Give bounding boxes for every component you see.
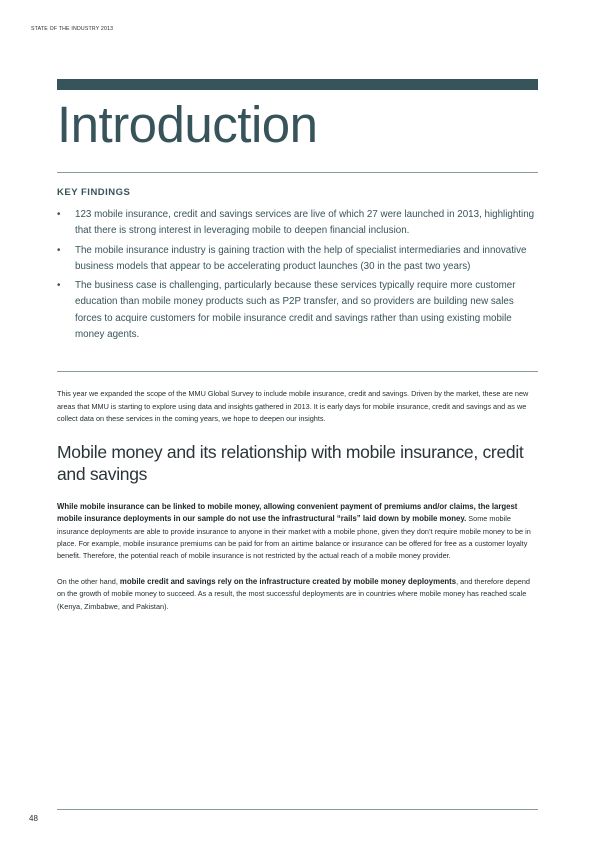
bold-lead-text: While mobile insurance can be linked to mobile money, allowing convenient payment of premiums and/or claims, the largest mobile insurance deployments in our sample do not use the infrastructural “rails” laid down by mobile money. [57, 502, 518, 524]
paragraph-text: On the other hand, [57, 577, 120, 586]
running-header: STATE OF THE INDUSTRY 2013 [31, 26, 114, 32]
key-finding-item [57, 207, 538, 240]
key-finding-item [57, 278, 538, 343]
key-finding-text: The mobile insurance industry is gaining traction with the help of specialist intermediaries and innovative business models that appear to be accelerating product launches (30 in the past two years) [75, 244, 527, 272]
bold-lead-text: mobile credit and savings rely on the infrastructure created by mobile money deployments [119, 577, 457, 586]
key-finding-text: The business case is challenging, particularly because these services typically require more customer education than mobile money products such as P2P transfer, and so providers are building new sales forces to acquire customers for mobile insurance credit and savings rather than using existing mobile money agents. [75, 280, 516, 341]
key-findings-list [57, 207, 538, 346]
bullet-icon: • [57, 280, 61, 292]
body-paragraph [57, 501, 539, 562]
paragraph-text: , and therefore depend on the growth of mobile money to succeed. As a result, the most successful deployments are in countries where mobile money has reached scale (Kenya, Zimbabwe, and Pakistan). [57, 577, 530, 611]
divider-rule [57, 172, 538, 173]
key-finding-text: 123 mobile insurance, credit and savings services are live of which 27 were launched in 2013, highlighting that there is strong interest in leveraging mobile to deepen financial inclusion. [75, 209, 535, 237]
title-bar [57, 79, 538, 90]
page-title: Introduction [57, 96, 318, 153]
page-number: 48 [29, 814, 38, 823]
intro-paragraph: This year we expanded the scope of the MMU Global Survey to include mobile insurance, credit and savings. Driven by the market, these are new areas that MMU is starting to explore using data and insights gathered in 2013. It is early days for mobile insurance, credit and savings and as we collect data on these services in the coming years, we hope to deepen our insights. [57, 389, 529, 423]
bullet-icon: • [57, 209, 61, 220]
paragraph-text: Some mobile insurance deployments are able to provide insurance to anyone in their market with a mobile phone, given they don’t require mobile money to be in place. For example, mobile insurance premiums can be paid for from an airtime balance or insurance can be offered for free as a customer loyalty benefit. Therefore, the potential reach of mobile insurance is not restricted by the actual reach of a mobile money provider. [57, 514, 531, 561]
bullet-icon: • [57, 244, 61, 256]
body-paragraph [57, 576, 539, 613]
divider-rule [57, 371, 538, 372]
key-findings-heading: KEY FINDINGS [57, 187, 131, 198]
key-finding-item [57, 243, 538, 276]
footer-rule [57, 809, 538, 810]
section-title: Mobile money and its relationship with mobile insurance, credit and savings [57, 442, 524, 484]
